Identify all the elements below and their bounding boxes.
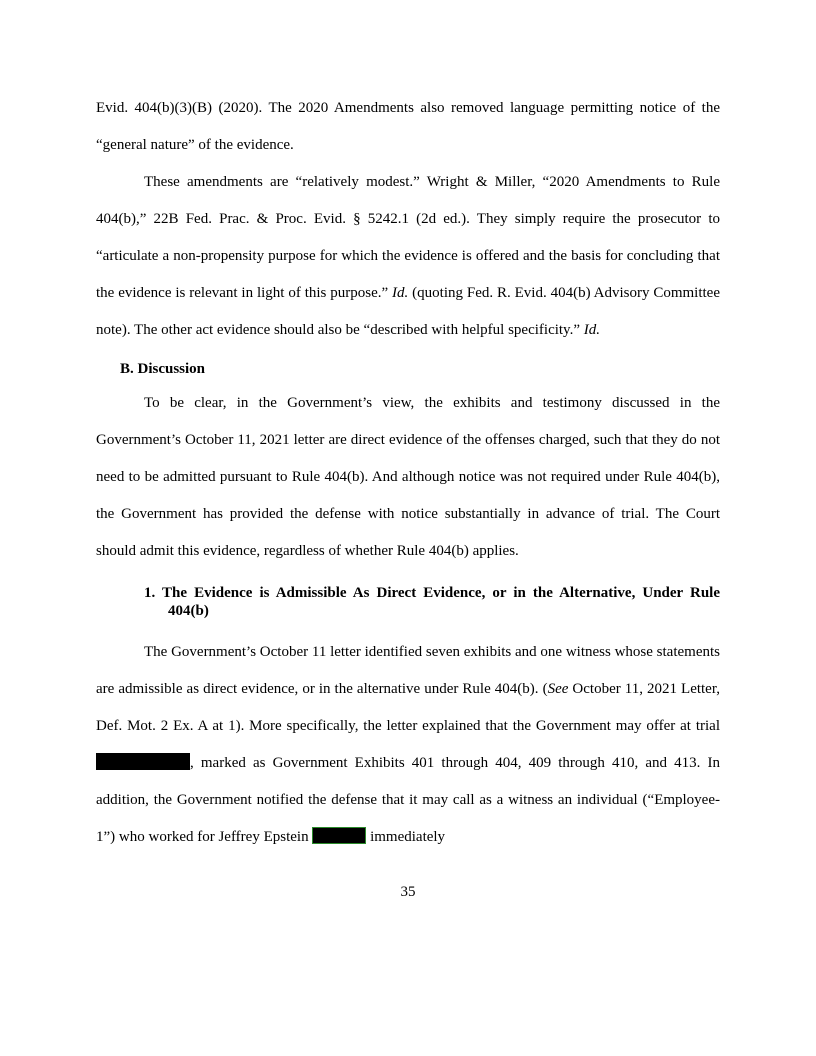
paragraph-letter-text-d: immediately bbox=[366, 829, 446, 845]
paragraph-amendments-text-b: (quoting Fed. R. Evid. 404(b) Advisory Committee note). The other act evidence should also be “described with helpful specificity.” bbox=[96, 285, 720, 338]
page-number: 35 bbox=[400, 884, 416, 900]
signal-see: See bbox=[547, 681, 569, 697]
citation-id-2: Id. bbox=[583, 322, 600, 338]
redaction-box bbox=[96, 753, 190, 770]
paragraph-letter-text-c: , marked as Government Exhibits 401 through 404, 409 through 410, and 413. In addition, the Government notified the defense that it may call as a witness an individual (“Employee-1”) who worked for Jeffrey Epstein bbox=[96, 755, 720, 845]
subsection-heading-admissible: 1. The Evidence is Admissible As Direct Evidence, or in the Alternative, Under Rule 404(b) bbox=[144, 585, 720, 619]
paragraph-letter bbox=[96, 634, 720, 856]
paragraph-letter-text-a: The Government’s October 11 letter identified seven exhibits and one witness whose statements are admissible as direct evidence, or in the alternative under Rule 404(b). ( bbox=[96, 644, 720, 697]
paragraph-amendments-text-a: These amendments are “relatively modest.” Wright & Miller, “2020 Amendments to Rule 404(b),” 22B Fed. Prac. & Proc. Evid. § 5242.1 (2d ed.). They simply require the prosecutor to “articulate a non-propensity purpose for which the evidence is offered and the basis for concluding that the evidence is relevant in light of this purpose.” bbox=[96, 174, 720, 301]
paragraph-continued: Evid. 404(b)(3)(B) (2020). The 2020 Amendments also removed language permitting notice of the “general nature” of the evidence. bbox=[96, 100, 720, 153]
paragraph-discussion: To be clear, in the Government’s view, the exhibits and testimony discussed in the Government’s October 11, 2021 letter are direct evidence of the offenses charged, such that they do not need to be admitted pursuant to Rule 404(b). And although notice was not required under Rule 404(b), the Government has provided the defense with notice substantially in advance of trial. The Court should admit this evidence, regardless of whether Rule 404(b) applies. bbox=[96, 395, 720, 559]
paragraph-amendments bbox=[96, 164, 720, 349]
redaction-box bbox=[312, 827, 366, 844]
citation-id-1: Id. bbox=[392, 285, 409, 301]
paragraph-letter-text-b: October 11, 2021 Letter, Def. Mot. 2 Ex. A at 1). More specifically, the letter explained that the Government may offer at trial bbox=[96, 681, 720, 734]
document-page bbox=[96, 90, 720, 856]
section-heading-discussion: B. Discussion bbox=[120, 361, 206, 377]
